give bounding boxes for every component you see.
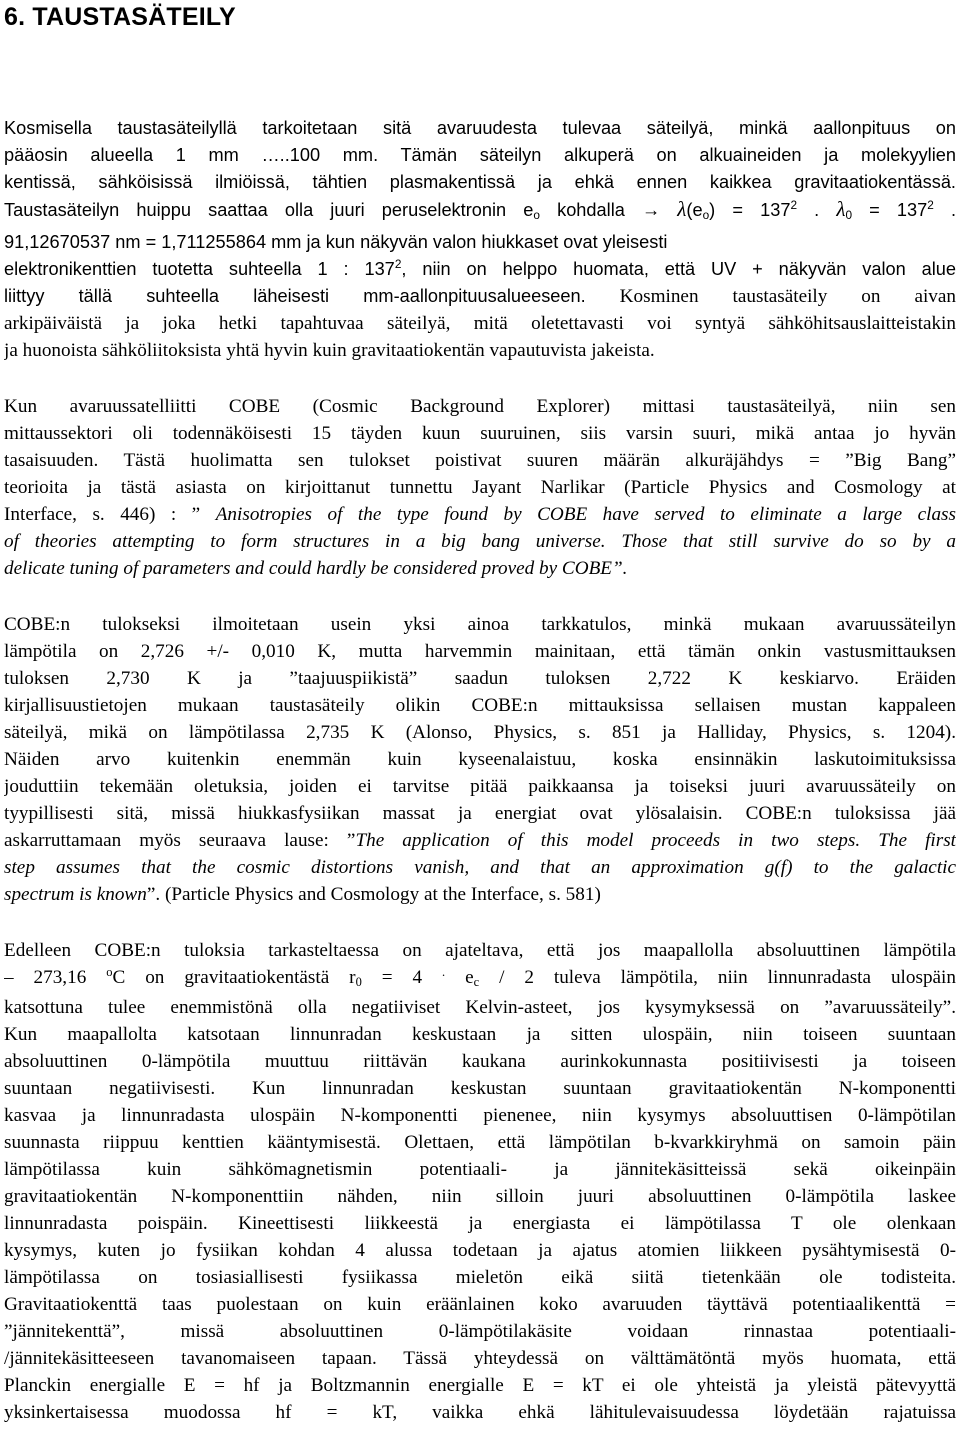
text-line: Edelleen COBE:n tuloksia tarkasteltaessa on ajateltava, että jos maapallolla absoluuttinen lämpötila [4,940,956,961]
text-line: katsottuna tulee enemmistönä olla negatiiviset Kelvin-asteet, jos kysymyksessä on ”avaruussäteily”. [4,997,956,1018]
text-line: lämpötila on 2,726 +/- 0,010 K, mutta harvemmin mainitaan, että tämän onkin vastusmittauksen [4,641,956,662]
text-line: suuntaan negatiivisesti. Kun linnunradan keskustan suuntaan gravitaatiokentän N-komponentti [4,1078,956,1099]
text-line: kentissä, sähköisissä ilmiöissä, tähtien plasmakentissä ja ehkä ennen kaikkea gravitaatiokentässä. [4,172,956,192]
text-line: linnunradasta poispäin. Kineettisesti liikkeestä ja energiasta ei lämpötilassa T ole olenkaan [4,1213,956,1234]
text-line: Planckin energialle E = hf ja Boltzmannin energialle E = kT ei ole yhteistä ja yleistä pätevyyttä [4,1375,956,1396]
text-run: = 4 [361,967,443,988]
text-run: Taustasäteilyn huippu saattaa olla juuri peruselektronin e [4,200,534,220]
text-line: yksinkertaisessa muodossa hf = kT, vaikka ehkä lähitulevaisuudessa löydetään rajatuissa [4,1402,956,1423]
text-line: tasaisuuden. Tästä huolimatta sen tulokset poistivat suuren määrän alkuräjähdys = ”Big Bang” [4,450,956,471]
text-run: ) = 137 [709,200,791,220]
right-arrow-icon: → [641,200,661,220]
text-line: tyypillisesti sitä, missä hiukkasfysiikan massat ja energiat ovat ylösalaisin. COBE:n tuloksissa jää [4,803,956,824]
subscript: o [702,208,710,222]
multiply-dot: . [933,200,956,220]
text-line: COBE:n tulokseksi ilmoitetaan usein yksi ainoa tarkkatulos, minkä mukaan avaruussäteilyn [4,614,956,635]
text-line-mixed [4,283,956,310]
text-run: Interface, s. 446) : ” [4,504,216,525]
text-run: C on gravitaatiokentästä r [112,967,356,988]
superscript: 2 [790,198,798,212]
text-run: Kosminen taustasäteily on aivan [585,286,956,307]
text-line: suunnasta riippuu kenttien kääntymisestä. Olettaen, että lämpötilan b-kvarkkiryhmä on samoin päin [4,1132,956,1153]
text-line: Kosmisella taustasäteilyllä tarkoitetaan sitä avaruudesta tulevaa säteilyä, minkä aallonpituus on [4,118,956,138]
subscript: o [533,208,540,222]
text-run: liittyy tällä suhteella läheisesti mm-aallonpituusalueeseen. [4,286,586,306]
text-line-formula [4,964,956,991]
text-line: jouduttiin tekemään oletuksia, joiden ei tarvitse pitää paikkaansa ja toiseksi juuri avaruussäteily on [4,776,956,797]
text-line: lämpötilassa on tosiasiallisesti fysiikassa mieletön eikä siitä tietenkään ole todisteita. [4,1267,956,1288]
text-line: kysymys, kuten jo fysiikan kohdan 4 alussa todetaan ja ajatus atomien liikkeen pysähtymisestä 0- [4,1240,956,1261]
text-line: Kun maapallolta katsotaan linnunradan keskustaan ja sitten ulospäin, niin toiseen suuntaan [4,1024,956,1045]
text-line: mittaussektori oli todennäköisesti 15 täyden kuun suuruinen, siis varsin suuri, mikä antaa jo hyvän [4,423,956,444]
text-line: kirjallisuustietojen mukaan taustasäteily olikin COBE:n mittauksissa sellaisen mustan kappaleen [4,695,956,716]
text-run: = 137 [852,200,928,220]
text-run: e [445,967,474,988]
text-line: lämpötilassa kuin sähkömagnetismin potentiaali- ja jännitekäsitteissä sekä oikeinpäin [4,1159,956,1180]
superscript: 2 [927,198,934,212]
multiply-dot: . [442,965,446,979]
text-line: absoluuttinen 0-lämpötila muuttuu riittävän kaukana aurinkokunnasta positiivisesti ja toiseen [4,1051,956,1072]
text-line: /jännitekäsitteeseen tavanomaiseen tapaan. Tässä yhteydessä on välttämätöntä myös huomata, että [4,1348,956,1369]
text-line [4,555,956,582]
text-run: (e [686,200,703,220]
text-run: kohdalla [539,200,642,220]
lambda-symbol: λ [677,197,687,221]
quote-run: The application of this model proceeds in two steps. The first [355,830,956,851]
text-run: elektronikenttien tuotetta suhteella 1 : 137 [4,259,395,279]
text-line: säteilyä, mikä on lämpötilassa 2,735 K (Alonso, Physics, s. 851 ja Halliday, Physics, s. 1204). [4,722,956,743]
quote-run: of theories attempting to form structures in a big bang universe. Those that still survive do so by a [4,531,956,552]
text-line: 91,12670537 nm = 1,711255864 mm ja kun näkyvän valon hiukkaset ovat yleisesti [4,232,668,252]
quote-run: delicate tuning of parameters and could hardly be considered proved by COBE”. [4,558,628,579]
text-line: kasvaa ja linnunradasta ulospäin N-komponentti pienenee, niin kysymys absoluuttisen 0-lämpötilan [4,1105,956,1126]
text-line: Näiden arvo kuitenkin enemmän kuin kyseenalaistuu, koska ensinnäkin laskutoimituksissa [4,749,956,770]
text-line [4,881,956,908]
text-line [4,528,956,555]
text-line [4,501,956,528]
text-run: – 273,16 [4,967,107,988]
text-run: askarruttamaan myös seuraava lause: ” [4,830,356,851]
text-line: arkipäiväistä ja joka hetki tapahtuvaa säteilyä, mitä oletettavasti voi syntyä sähköhitsauslaitteistakin [4,313,956,334]
text-line: gravitaatiokentän N-komponenttiin nähden, niin silloin juuri absoluuttinen 0-lämpötila laskee [4,1186,956,1207]
quote-run: Anisotropies of the type found by COBE have served to eliminate a large class [215,504,956,525]
section-heading: 6. TAUSTASÄTEILY [4,3,236,31]
quote-run: spectrum is known [4,884,147,905]
superscript: o [106,965,113,979]
text-line [4,256,956,283]
text-line-formula [4,196,956,224]
subscript: c [473,975,480,989]
subscript: 0 [355,975,362,989]
superscript: 2 [394,257,402,271]
text-line: Gravitaatiokenttä taas puolestaan on kuin eräänlainen koko avaruuden täyttävä potentiaalikenttä = [4,1294,956,1315]
text-line [4,827,956,854]
text-line: pääosin alueella 1 mm …..100 mm. Tämän säteilyn alkuperä on alkuaineiden ja molekyylien [4,145,956,165]
lambda-symbol: λ [836,197,846,221]
text-line: tuloksen 2,730 K ja ”taajuuspiikistä” saadun tuloksen 2,722 K keskiarvo. Eräiden [4,668,956,689]
text-line: ja huonoista sähköliitoksista yhtä hyvin kuin gravitaatiokentän vapautuvista jakeista. [4,340,655,361]
quote-run: step assumes that the cosmic distortions vanish, and that an approximation g(f) to the galactic [4,857,956,878]
text-run: , niin on helppo huomata, että UV + näkyvän valon alue [401,259,956,279]
text-line [4,854,956,881]
multiply-dot: . [797,200,837,220]
subscript: 0 [845,208,853,222]
text-run: ”. (Particle Physics and Cosmology at the Interface, s. 581) [146,884,601,905]
text-run: / 2 tuleva lämpötila, niin linnunradasta ulospäin [479,967,956,988]
text-line: ”jännitekenttä”, missä absoluuttinen 0-lämpötilakäsite voidaan rinnastaa potentiaali- [4,1321,956,1342]
text-line: Kun avaruussatelliitti COBE (Cosmic Background Explorer) mittasi taustasäteilyä, niin sen [4,396,956,417]
text-line: teorioita ja tästä asiasta on kirjoittanut tunnettu Jayant Narlikar (Particle Physics and Cosmology at [4,477,956,498]
